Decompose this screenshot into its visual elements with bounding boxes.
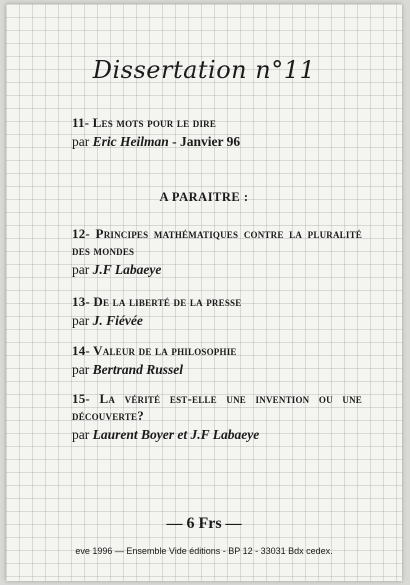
entry-heading: 11- Les mots pour le dire [72, 115, 217, 130]
by-label: par [72, 313, 90, 328]
entry-heading: 12- Principes mathématiques contre la pluralité des mondes [72, 226, 362, 258]
entry-heading: 13- De la liberté de la presse [72, 294, 242, 309]
by-label: par [72, 362, 90, 377]
entry-author: J.F Labaeye [92, 262, 162, 277]
upcoming-entry-15 [72, 390, 362, 444]
entry-byline [72, 361, 362, 379]
upcoming-entry-13 [72, 293, 362, 330]
by-label: par [72, 427, 90, 442]
entry-byline [72, 426, 362, 444]
entry-byline [72, 312, 362, 330]
by-label: par [72, 262, 90, 277]
entry-author: Laurent Boyer et J.F Labaeye [92, 427, 260, 442]
by-label: par [72, 134, 90, 149]
footer-imprint: eve 1996 — Ensemble Vide éditions - BP 12 - 33031 Bdx cedex. [75, 546, 333, 556]
entry-author: Bertrand Russel [92, 362, 184, 377]
entry-author: Eric Heilman [92, 134, 169, 149]
entry-byline [72, 261, 362, 279]
entry-date: - Janvier 96 [172, 134, 241, 149]
entry-author: J. Fiévée [92, 313, 143, 328]
page [6, 4, 402, 581]
price: — 6 Frs — [166, 515, 242, 532]
announce-heading: A PARAITRE : [159, 190, 249, 204]
current-entry [72, 114, 362, 151]
upcoming-entry-14 [72, 342, 362, 379]
page-title: Dissertation n°11 [92, 56, 316, 84]
entry-heading: 14- Valeur de la philosophie [72, 343, 237, 358]
entry-heading: 15- La vérité est-elle une invention ou une découverte? [72, 391, 362, 423]
entry-byline [72, 133, 362, 151]
upcoming-entry-12 [72, 225, 362, 279]
